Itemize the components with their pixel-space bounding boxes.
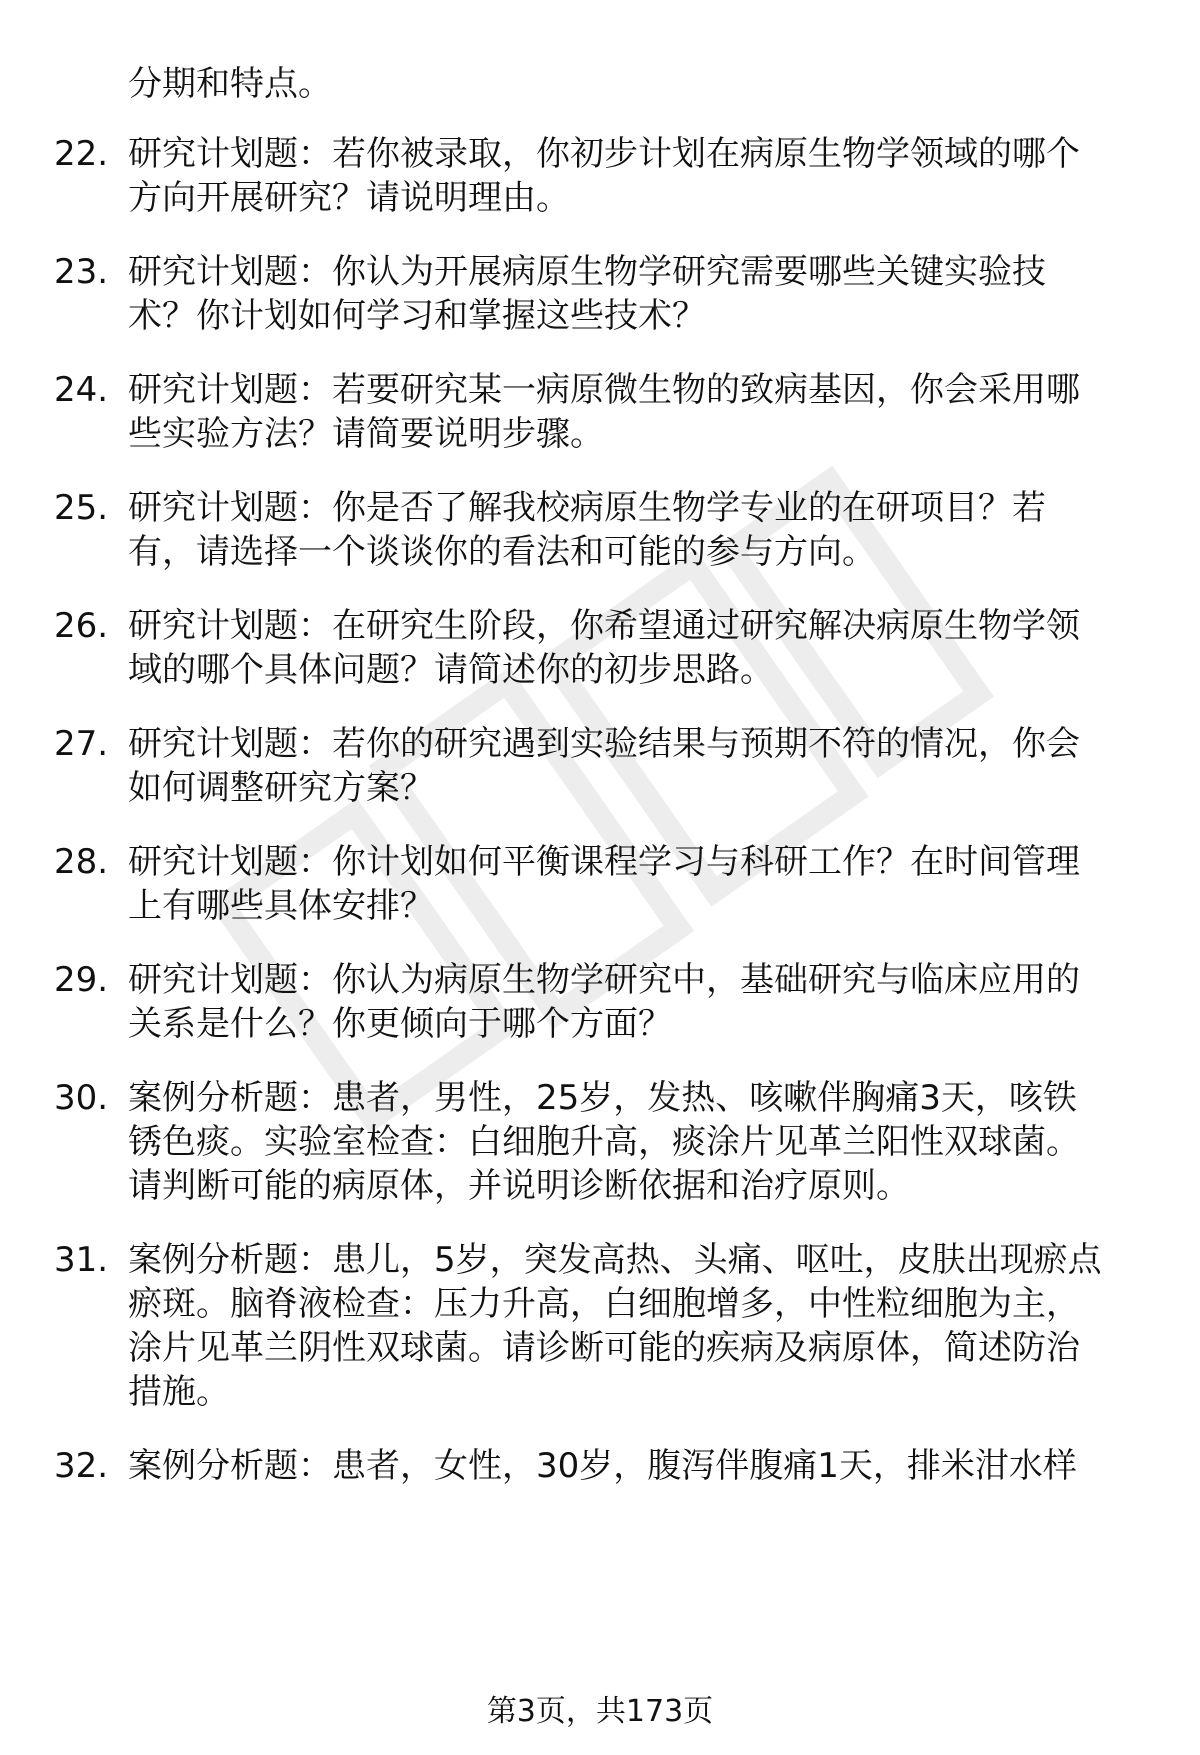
item-line: 研究计划题：你认为病原生物学研究中，基础研究与临床应用的	[128, 960, 1080, 1000]
item-number: 24.	[54, 370, 109, 410]
item-number: 25.	[54, 488, 109, 528]
item-line: 研究计划题：你认为开展病原生物学研究需要哪些关键实验技	[128, 252, 1046, 292]
item-line: 瘀斑。脑脊液检查：压力升高，白细胞增多，中性粒细胞为主，	[128, 1284, 1080, 1324]
item-line: 案例分析题：患者，女性，30岁，腹泻伴腹痛1天，排米泔水样	[128, 1446, 1077, 1486]
top-continuation-text: 分期和特点。	[128, 64, 332, 104]
item-number: 31.	[54, 1240, 109, 1280]
item-line: 研究计划题：若你的研究遇到实验结果与预期不符的情况，你会	[128, 724, 1080, 764]
item-line: 术？你计划如何学习和掌握这些技术？	[128, 296, 706, 336]
item-number: 32.	[54, 1446, 109, 1486]
item-line: 请判断可能的病原体，并说明诊断依据和治疗原则。	[128, 1166, 910, 1206]
item-number: 27.	[54, 724, 109, 764]
item-line: 域的哪个具体问题？请简述你的初步思路。	[128, 650, 774, 690]
item-number: 28.	[54, 842, 109, 882]
item-line: 有，请选择一个谈谈你的看法和可能的参与方向。	[128, 532, 876, 572]
item-line: 上有哪些具体安排？	[128, 886, 434, 926]
item-line: 锈色痰。实验室检查：白细胞升高，痰涂片见革兰阳性双球菌。	[128, 1122, 1080, 1162]
item-line: 研究计划题：若你被录取，你初步计划在病原生物学领域的哪个	[128, 134, 1080, 174]
item-number: 22.	[54, 134, 109, 174]
item-line: 研究计划题：你是否了解我校病原生物学专业的在研项目？若	[128, 488, 1046, 528]
item-line: 涂片见革兰阴性双球菌。请诊断可能的疾病及病原体，简述防治	[128, 1328, 1080, 1368]
item-line: 方向开展研究？请说明理由。	[128, 178, 570, 218]
item-line: 些实验方法？请简要说明步骤。	[128, 414, 604, 454]
item-line: 案例分析题：患者，男性，25岁，发热、咳嗽伴胸痛3天，咳铁	[128, 1078, 1077, 1118]
page-footer: 第3页，共173页	[486, 1694, 714, 1729]
item-line: 案例分析题：患儿，5岁，突发高热、头痛、呕吐，皮肤出现瘀点	[128, 1240, 1102, 1280]
item-number: 23.	[54, 252, 109, 292]
item-line: 如何调整研究方案？	[128, 768, 434, 808]
item-number: 29.	[54, 960, 109, 1000]
item-line: 研究计划题：若要研究某一病原微生物的致病基因，你会采用哪	[128, 370, 1080, 410]
item-number: 26.	[54, 606, 109, 646]
item-line: 关系是什么？你更倾向于哪个方面？	[128, 1004, 672, 1044]
item-line: 措施。	[128, 1372, 230, 1412]
item-line: 研究计划题：你计划如何平衡课程学习与科研工作？在时间管理	[128, 842, 1080, 882]
item-number: 30.	[54, 1078, 109, 1118]
item-line: 研究计划题：在研究生阶段，你希望通过研究解决病原生物学领	[128, 606, 1080, 646]
